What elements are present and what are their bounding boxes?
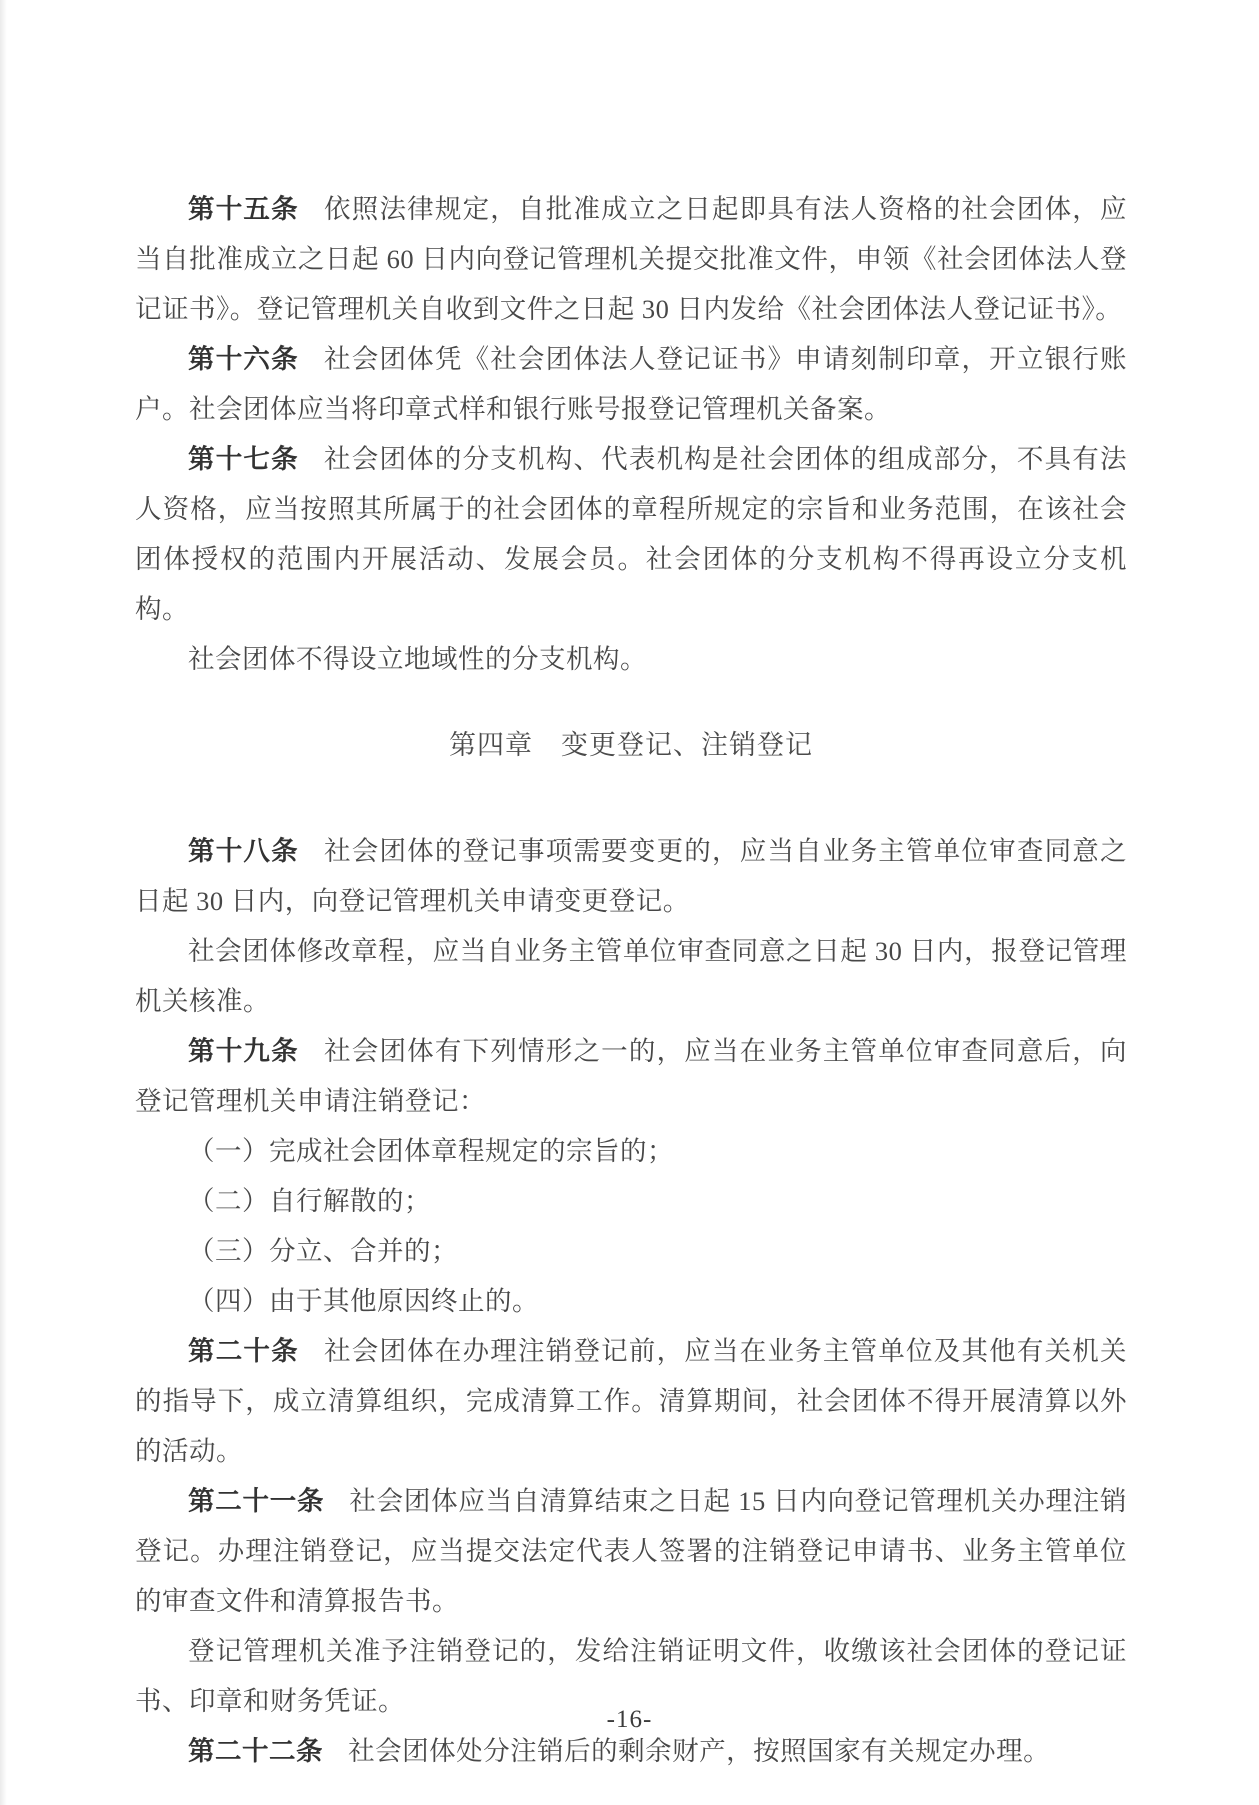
paragraph-text: 登记管理机关准予注销登记的，发给注销证明文件，收缴该社会团体的登记证书、印章和财务凭证。 (135, 1636, 1127, 1716)
paragraph-article-15 (135, 184, 1127, 334)
article-20-text: 社会团体在办理注销登记前，应当在业务主管单位及其他有关机关的指导下，成立清算组织，完成清算工作。清算期间，社会团体不得开展清算以外的活动。 (135, 1336, 1128, 1466)
article-19-number: 第十九条 (188, 1036, 299, 1066)
paragraph-article-21 (135, 1476, 1127, 1626)
list-item-text: （一）完成社会团体章程规定的宗旨的； (188, 1136, 674, 1166)
article-21-number: 第二十一条 (188, 1486, 325, 1516)
article-21-text: 社会团体应当自清算结束之日起 15 日内向登记管理机关办理注销登记。办理注销登记，应当提交法定代表人签署的注销登记申请书、业务主管单位的审查文件和清算报告书。 (135, 1486, 1128, 1616)
paragraph-article-18 (135, 826, 1127, 926)
paragraph-text: 社会团体修改章程，应当自业务主管单位审查同意之日起 30 日内，报登记管理机关核准。 (135, 936, 1127, 1016)
paragraph-article-16 (135, 334, 1127, 434)
document-body (135, 184, 1127, 1776)
article-22-number: 第二十二条 (188, 1736, 323, 1766)
article-19-text: 社会团体有下列情形之一的，应当在业务主管单位审查同意后，向登记管理机关申请注销登记： (135, 1036, 1128, 1116)
list-item-text: （四）由于其他原因终止的。 (188, 1286, 539, 1316)
article-17-number: 第十七条 (188, 444, 299, 474)
list-item-3 (135, 1226, 1127, 1276)
article-18-text: 社会团体的登记事项需要变更的，应当自业务主管单位审查同意之日起 30 日内，向登记管理机关申请变更登记。 (135, 836, 1128, 916)
article-15-text: 依照法律规定，自批准成立之日起即具有法人资格的社会团体，应当自批准成立之日起 60 日内向登记管理机关提交批准文件，申领《社会团体法人登记证书》。登记管理机关自收到文件之日起 30 日内发给《社会团体法人登记证书》。 (135, 194, 1128, 324)
chapter-heading: 第四章 变更登记、注销登记 (449, 730, 813, 760)
list-item-4 (135, 1276, 1127, 1326)
list-item-1 (135, 1126, 1127, 1176)
list-item-text: （二）自行解散的； (188, 1186, 431, 1216)
paragraph-no-regional-branches (135, 634, 1127, 684)
article-16-text: 社会团体凭《社会团体法人登记证书》申请刻制印章，开立银行账户。社会团体应当将印章式样和银行账号报登记管理机关备案。 (135, 344, 1128, 424)
paragraph-article-19 (135, 1026, 1127, 1126)
article-17-text: 社会团体的分支机构、代表机构是社会团体的组成部分，不具有法人资格，应当按照其所属于的社会团体的章程所规定的宗旨和业务范围，在该社会团体授权的范围内开展活动、发展会员。社会团体的分支机构不得再设立分支机构。 (135, 444, 1128, 624)
article-16-number: 第十六条 (188, 344, 299, 374)
paragraph-article-20 (135, 1326, 1127, 1476)
article-22-text: 社会团体处分注销后的剩余财产，按照国家有关规定办理。 (348, 1736, 1051, 1766)
article-18-number: 第十八条 (188, 836, 299, 866)
paragraph-article-17 (135, 434, 1127, 634)
article-20-number: 第二十条 (188, 1336, 299, 1366)
page-number: -16- (606, 1706, 653, 1733)
paragraph-text: 社会团体不得设立地域性的分支机构。 (188, 644, 647, 674)
list-item-text: （三）分立、合并的； (188, 1236, 458, 1266)
article-15-number: 第十五条 (188, 194, 299, 224)
list-item-2 (135, 1176, 1127, 1226)
paragraph-charter-amendment (135, 926, 1127, 1026)
